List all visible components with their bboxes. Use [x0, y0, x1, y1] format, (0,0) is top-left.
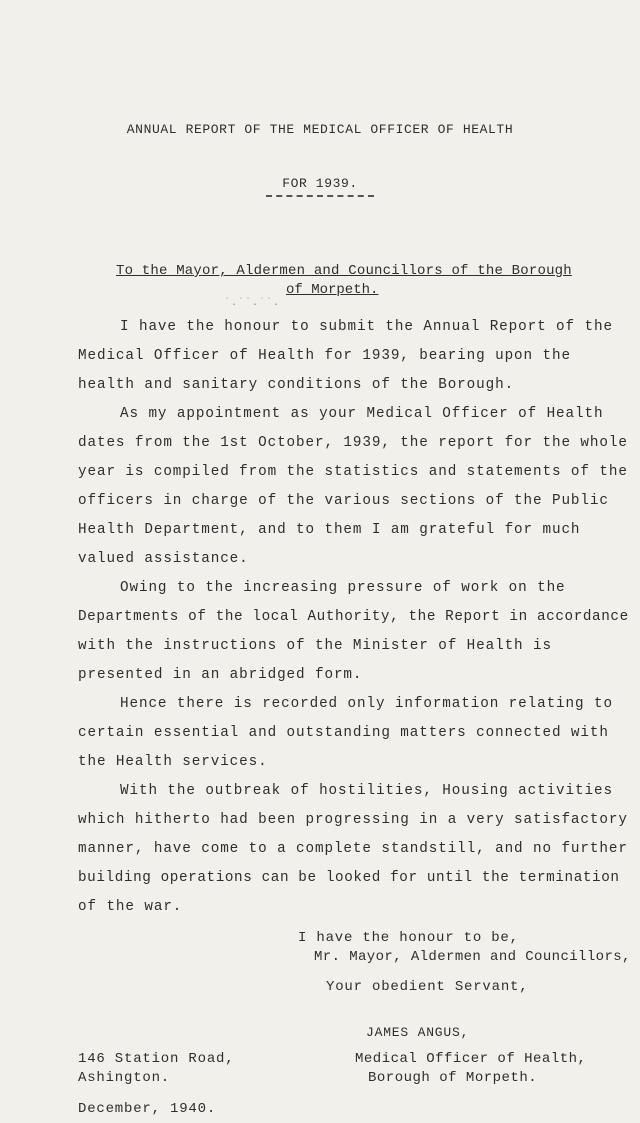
scan-speckle: ˙.˙˙.˙˙. [224, 298, 281, 309]
salutation-line1 [116, 263, 572, 279]
salutation-text: To the Mayor, Aldermen and Councillors of the Borough [116, 263, 572, 279]
signatory-position: Medical Officer of Health, [355, 1051, 587, 1067]
salutation-line2: of Morpeth. [286, 282, 379, 298]
body-line: Departments of the local Authority, the Report in accordance [78, 609, 629, 625]
body-line: Health Department, and to them I am grateful for much [78, 522, 581, 538]
closing-line2: Mr. Mayor, Aldermen and Councillors, [314, 949, 631, 965]
body-line: which hitherto had been progressing in a very satisfactory [78, 812, 628, 828]
report-date: December, 1940. [78, 1101, 217, 1117]
title-divider [266, 195, 374, 197]
body-line: manner, have come to a complete standstill, and no further [78, 841, 628, 857]
body-line: valued assistance. [78, 551, 249, 567]
body-line: Medical Officer of Health for 1939, bearing upon the [78, 348, 571, 364]
body-line: With the outbreak of hostilities, Housing activities [120, 783, 613, 799]
body-line: officers in charge of the various sections of the Public [78, 493, 609, 509]
signatory-borough: Borough of Morpeth. [368, 1070, 538, 1086]
closing-line1: I have the honour to be, [298, 930, 519, 946]
report-title: ANNUAL REPORT OF THE MEDICAL OFFICER OF HEALTH [126, 122, 514, 137]
body-line: Hence there is recorded only information relating to [120, 696, 613, 712]
body-line: health and sanitary conditions of the Borough. [78, 377, 515, 393]
body-line: As my appointment as your Medical Officer of Health [120, 406, 604, 422]
body-line: year is compiled from the statistics and statements of the [78, 464, 628, 480]
body-line: certain essential and outstanding matters connected with [78, 725, 609, 741]
closing-line3: Your obedient Servant, [326, 979, 529, 995]
sender-address-line1: 146 Station Road, [78, 1051, 235, 1067]
signatory-name: JAMES ANGUS, [366, 1025, 470, 1040]
body-line: building operations can be looked for until the termination [78, 870, 620, 886]
body-line: Owing to the increasing pressure of work on the [120, 580, 566, 596]
body-line: dates from the 1st October, 1939, the report for the whole [78, 435, 628, 451]
body-line: of the war. [78, 899, 183, 915]
sender-address-line2: Ashington. [78, 1070, 171, 1086]
body-line: I have the honour to submit the Annual Report of the [120, 319, 613, 335]
report-year: FOR 1939. [282, 176, 358, 191]
body-line: the Health services. [78, 754, 268, 770]
body-line: presented in an abridged form. [78, 667, 363, 683]
body-line: with the instructions of the Minister of Health is [78, 638, 552, 654]
